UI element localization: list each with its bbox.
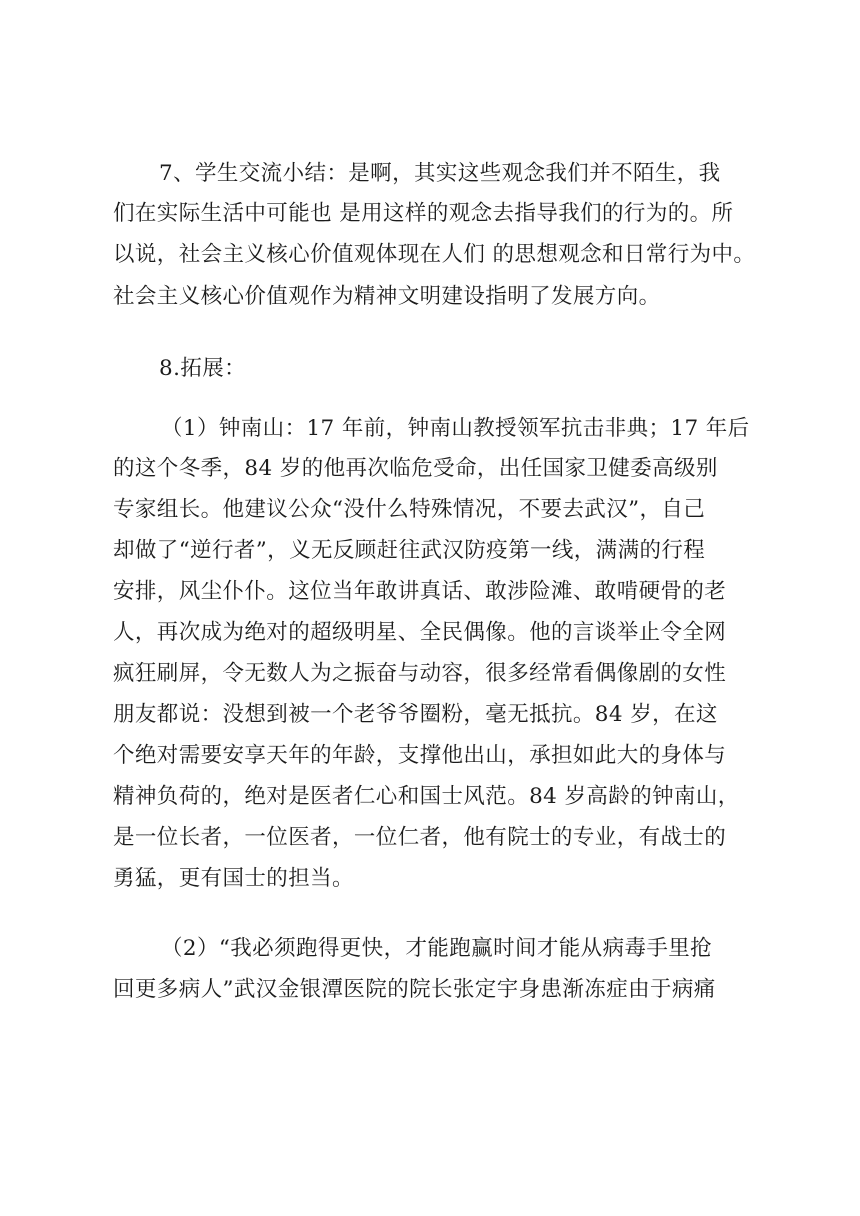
paragraph-1-line-2: 的这个冬季，84 岁的他再次临危受命，出任国家卫健委高级别: [113, 456, 718, 481]
paragraph-7-line-3: 以说，社会主义核心价值观体现在人们 的思想观念和日常行为中。: [113, 242, 756, 267]
paragraph-8-heading: 8.拓展：: [159, 356, 247, 381]
paragraph-7-line-1: 7、学生交流小结：是啊，其实这些观念我们并不陌生，我: [159, 161, 721, 186]
paragraph-2-line-1: （2）“我必须跑得更快，才能跑赢时间才能从病毒手里抢: [161, 936, 713, 961]
paragraph-1-line-3: 专家组长。他建议公众“没什么特殊情况，不要去武汉”，自己: [113, 497, 706, 522]
paragraph-1-line-5: 安排，风尘仆仆。这位当年敢讲真话、敢涉险滩、敢啃硬骨的老: [113, 579, 727, 604]
paragraph-1-line-11: 是一位长者，一位医者，一位仁者，他有院士的专业，有战士的: [113, 825, 727, 850]
paragraph-1-line-8: 朋友都说：没想到被一个老爷爷圈粉，毫无抵抗。84 岁，在这: [113, 702, 718, 727]
paragraph-1-line-4: 却做了“逆行者”，义无反顾赶往武汉防疫第一线，满满的行程: [113, 538, 706, 563]
paragraph-7-line-4: 社会主义核心价值观作为精神文明建设指明了发展方向。: [113, 284, 661, 309]
paragraph-1-line-9: 个绝对需要安享天年的年龄，支撑他出山，承担如此大的身体与: [113, 743, 727, 768]
paragraph-1-line-12: 勇猛，更有国士的担当。: [113, 866, 354, 891]
paragraph-7-line-2: 们在实际生活中可能也 是用这样的观念去指导我们的行为的。所: [113, 201, 734, 226]
paragraph-1-line-1: （1）钟南山：17 年前，钟南山教授领军抗击非典；17 年后: [161, 416, 750, 441]
paragraph-1-line-10: 精神负荷的，绝对是医者仁心和国士风范。84 岁高龄的钟南山，: [113, 784, 740, 809]
paragraph-1-line-7: 疯狂刷屏，令无数人为之振奋与动容，很多经常看偶像剧的女性: [113, 661, 727, 686]
paragraph-2-line-2: 回更多病人”武汉金银潭医院的院长张定宇身患渐冻症由于病痛: [113, 977, 716, 1002]
paragraph-1-line-6: 人，再次成为绝对的超级明星、全民偶像。他的言谈举止令全网: [113, 620, 727, 645]
